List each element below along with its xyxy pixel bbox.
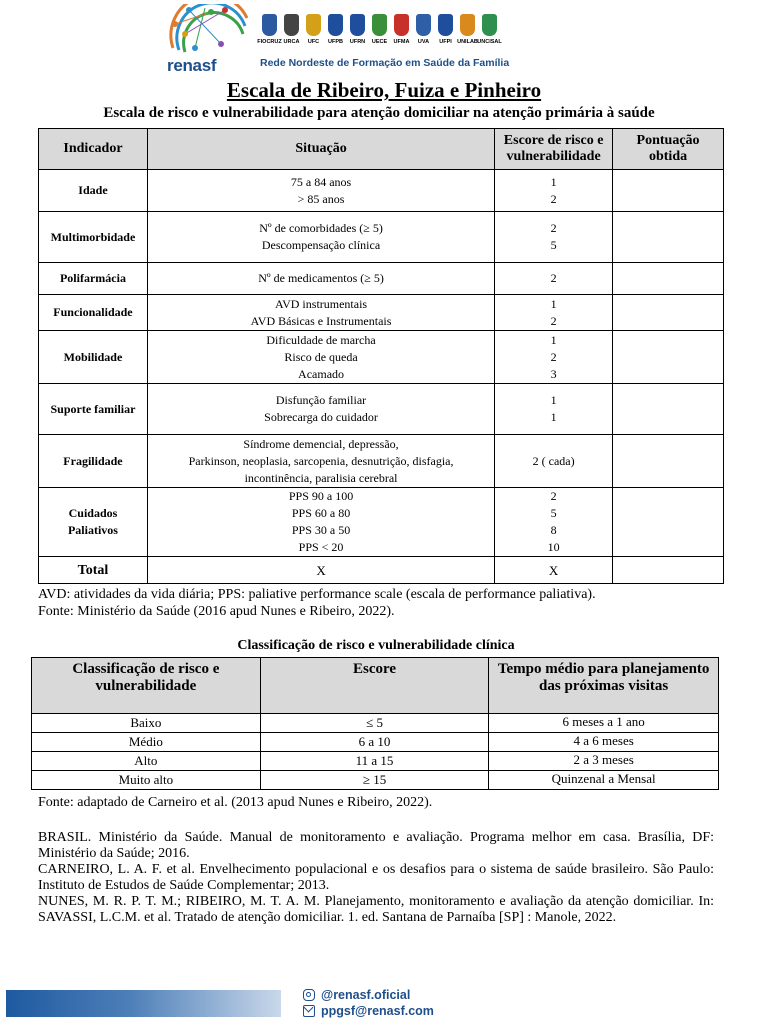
total-label: Total <box>39 557 148 584</box>
score-line: 5 <box>550 506 557 520</box>
table-row <box>39 435 724 488</box>
indicator-cell: Fragilidade <box>39 435 148 488</box>
score-cell <box>495 331 613 384</box>
partner-crest-icon <box>372 14 387 36</box>
score-line: 3 <box>550 366 557 381</box>
situation-line: > 85 anos <box>297 191 345 206</box>
table-row <box>32 752 719 771</box>
time-cell: 4 a 6 meses <box>489 733 719 752</box>
partner-name: UVA <box>417 39 430 45</box>
network-title: Rede Nordeste de Formação em Saúde da Família <box>260 57 510 69</box>
total-obtained-input[interactable] <box>613 557 724 584</box>
partner-crest-icon <box>350 14 365 36</box>
partner-logo <box>414 14 433 54</box>
situation-line: Parkinson, neoplasia, sarcopenia, desnutrição, disfagia, <box>188 453 454 468</box>
table-row <box>39 295 724 331</box>
situation-line: Nº de medicamentos (≥ 5) <box>258 271 384 285</box>
obtained-score-input[interactable] <box>613 331 724 384</box>
renasf-network-icon <box>165 4 255 56</box>
score-line: 2 <box>550 313 557 328</box>
score-line: 8 <box>550 523 557 537</box>
time-cell: Quinzenal a Mensal <box>489 771 719 790</box>
score-cell: 6 a 10 <box>260 733 489 752</box>
partner-logo <box>304 14 323 54</box>
header-tempo: Tempo médio para planejamento das próximas visitas <box>489 658 719 714</box>
partner-name: UFPI <box>439 39 452 45</box>
score-cell <box>495 263 613 295</box>
header-pontuacao: Pontuação obtida <box>613 129 724 170</box>
score-line: 1 <box>550 410 557 424</box>
class-cell: Baixo <box>32 714 261 733</box>
score-line: 5 <box>550 238 557 252</box>
obtained-score-input[interactable] <box>613 295 724 331</box>
partner-logo <box>348 14 367 54</box>
score-line: 1 <box>550 393 557 407</box>
partner-logos <box>257 14 525 54</box>
obtained-score-input[interactable] <box>613 170 724 212</box>
class-cell: Muito alto <box>32 771 261 790</box>
class-cell: Médio <box>32 733 261 752</box>
time-cell: 6 meses a 1 ano <box>489 714 719 733</box>
indicator-cell: Cuidados Paliativos <box>39 488 148 557</box>
partner-logo <box>282 14 301 54</box>
situation-line: Dificuldade de marcha <box>266 332 376 347</box>
references <box>38 830 714 926</box>
partner-name: FIOCRUZ <box>257 39 282 45</box>
score-cell: 11 a 15 <box>260 752 489 771</box>
situation-line: AVD Básicas e Instrumentais <box>250 313 392 328</box>
abbreviation-note: AVD: atividades da vida diária; PPS: paliative performance scale (escala de performance paliativa). <box>38 587 596 602</box>
score-cell <box>495 212 613 263</box>
partner-logo <box>477 14 502 54</box>
table-row <box>32 714 719 733</box>
score-cell <box>495 488 613 557</box>
email-address[interactable]: ppgsf@renasf.com <box>321 1004 434 1018</box>
obtained-score-input[interactable] <box>613 384 724 435</box>
table-row <box>39 170 724 212</box>
partner-crest-icon <box>306 14 321 36</box>
time-cell: 2 a 3 meses <box>489 752 719 771</box>
situation-line: Disfunção familiar <box>275 393 367 407</box>
page-title: Escala de Ribeiro, Fuiza e Pinheiro <box>226 78 542 102</box>
situation-line: Descompensação clínica <box>261 238 381 252</box>
score-line: 1 <box>550 296 557 311</box>
situation-line: Nº de comorbidades (≥ 5) <box>259 221 383 235</box>
reference-item: NUNES, M. R. P. T. M.; RIBEIRO, M. T. A. M. Planejamento, monitoramento e avaliação da atenção domiciliar. In: SAVASSI, L.C.M. et al. Tratado de atenção domiciliar. 1. ed. Santana de Parnaíba [SP] : Manole, 2022. <box>38 894 714 925</box>
partner-crest-icon <box>416 14 431 36</box>
score-cell: ≥ 15 <box>260 771 489 790</box>
situation-line: PPS 30 a 50 <box>291 523 351 537</box>
obtained-score-input[interactable] <box>613 263 724 295</box>
situation-line: Acamado <box>298 366 345 381</box>
header-indicador: Indicador <box>39 129 148 170</box>
indicator-cell: Idade <box>39 170 148 212</box>
situation-line: Sobrecarga do cuidador <box>264 410 378 424</box>
obtained-score-input[interactable] <box>613 488 724 557</box>
situation-line: incontinência, paralisia cerebral <box>244 470 398 485</box>
indicator-cell: Suporte familiar <box>39 384 148 435</box>
partner-logo <box>326 14 345 54</box>
situation-cell <box>147 263 494 295</box>
indicator-cell: Multimorbidade <box>39 212 148 263</box>
situation-line: PPS 60 a 80 <box>291 506 351 520</box>
score-line: 2 <box>550 271 557 285</box>
class-cell: Alto <box>32 752 261 771</box>
footer-contacts <box>303 987 434 1019</box>
partner-logo <box>257 14 282 54</box>
indicator-cell: Polifarmácia <box>39 263 148 295</box>
total-situation: X <box>147 557 494 584</box>
situation-line: PPS < 20 <box>298 540 344 554</box>
indicator-cell: Funcionalidade <box>39 295 148 331</box>
score-line: 2 <box>550 489 557 503</box>
partner-logo <box>436 14 455 54</box>
situation-cell <box>147 295 494 331</box>
table-row <box>39 331 724 384</box>
instagram-handle[interactable]: @renasf.oficial <box>321 988 411 1002</box>
obtained-score-input[interactable] <box>613 212 724 263</box>
situation-line: PPS 90 a 100 <box>288 489 354 503</box>
indicator-cell: Mobilidade <box>39 331 148 384</box>
situation-line: 75 a 84 anos <box>290 174 352 189</box>
partner-name: UFRN <box>349 39 366 45</box>
partner-crest-icon <box>438 14 453 36</box>
partner-crest-icon <box>262 14 277 36</box>
reference-item: CARNEIRO, L. A. F. et al. Envelhecimento populacional e os desafios para o sistema de saúde brasileiro. São Paulo: Instituto de Estudos de Saúde Complementar; 2013. <box>38 862 714 893</box>
situation-cell <box>147 384 494 435</box>
page-subtitle: Escala de risco e vulnerabilidade para atenção domiciliar na atenção primária à saúde <box>103 105 655 121</box>
logo-text: renasf <box>167 56 217 75</box>
situation-cell <box>147 488 494 557</box>
partner-crest-icon <box>328 14 343 36</box>
renasf-logo <box>165 4 255 76</box>
header-classificacao: Classificação de risco e vulnerabilidade <box>32 658 261 714</box>
score-line: 1 <box>550 332 557 347</box>
source-note-1: Fonte: Ministério da Saúde (2016 apud Nunes e Ribeiro, 2022). <box>38 604 395 619</box>
partner-name: UNCISAL <box>477 39 502 45</box>
situation-cell <box>147 331 494 384</box>
situation-cell <box>147 170 494 212</box>
table-row <box>39 488 724 557</box>
table-row <box>39 384 724 435</box>
table-row <box>39 263 724 295</box>
score-cell <box>495 435 613 488</box>
partner-name: UFPB <box>328 39 343 45</box>
header-situacao: Situação <box>147 129 494 170</box>
partner-name: UFC <box>307 39 320 45</box>
total-row <box>39 557 724 584</box>
email-icon <box>303 1005 315 1017</box>
partner-name: UECE <box>371 39 388 45</box>
situation-line: Risco de queda <box>284 349 358 364</box>
instagram-icon <box>303 989 315 1001</box>
situation-cell <box>147 435 494 488</box>
situation-line: AVD instrumentais <box>274 296 368 311</box>
score-cell <box>495 295 613 331</box>
partner-name: UFMA <box>393 39 410 45</box>
partner-crest-icon <box>482 14 497 36</box>
score-cell: ≤ 5 <box>260 714 489 733</box>
header-escore-2: Escore <box>260 658 489 714</box>
score-cell <box>495 384 613 435</box>
partner-logo <box>370 14 389 54</box>
partner-logo <box>458 14 477 54</box>
score-line: 2 ( cada) <box>532 453 575 468</box>
partner-crest-icon <box>460 14 475 36</box>
header-escore: Escore de risco e vulnerabilidade <box>495 129 613 170</box>
score-line: 2 <box>550 349 557 364</box>
risk-scale-table <box>38 128 724 584</box>
situation-line: Síndrome demencial, depressão, <box>243 436 399 451</box>
classification-table <box>31 657 719 790</box>
score-line: 2 <box>550 191 557 206</box>
classification-title: Classificação de risco e vulnerabilidade clínica <box>237 638 515 653</box>
table-row <box>32 733 719 752</box>
partner-logo <box>392 14 411 54</box>
footer-bar <box>6 990 281 1017</box>
obtained-score-input[interactable] <box>613 435 724 488</box>
table-row <box>39 212 724 263</box>
total-score: X <box>495 557 613 584</box>
reference-item: BRASIL. Ministério da Saúde. Manual de monitoramento e avaliação. Programa melhor em casa. Brasília, DF: Ministério da Saúde; 2016. <box>38 830 714 861</box>
partner-crest-icon <box>284 14 299 36</box>
header <box>165 4 525 76</box>
situation-cell <box>147 212 494 263</box>
source-note-2: Fonte: adaptado de Carneiro et al. (2013 apud Nunes e Ribeiro, 2022). <box>38 795 433 810</box>
partner-crest-icon <box>394 14 409 36</box>
score-line: 2 <box>550 221 557 235</box>
score-line: 10 <box>547 540 560 554</box>
table-row <box>32 771 719 790</box>
score-cell <box>495 170 613 212</box>
score-line: 1 <box>550 174 557 189</box>
partner-name: UNILAB <box>457 39 478 45</box>
partner-name: URCA <box>283 39 300 45</box>
